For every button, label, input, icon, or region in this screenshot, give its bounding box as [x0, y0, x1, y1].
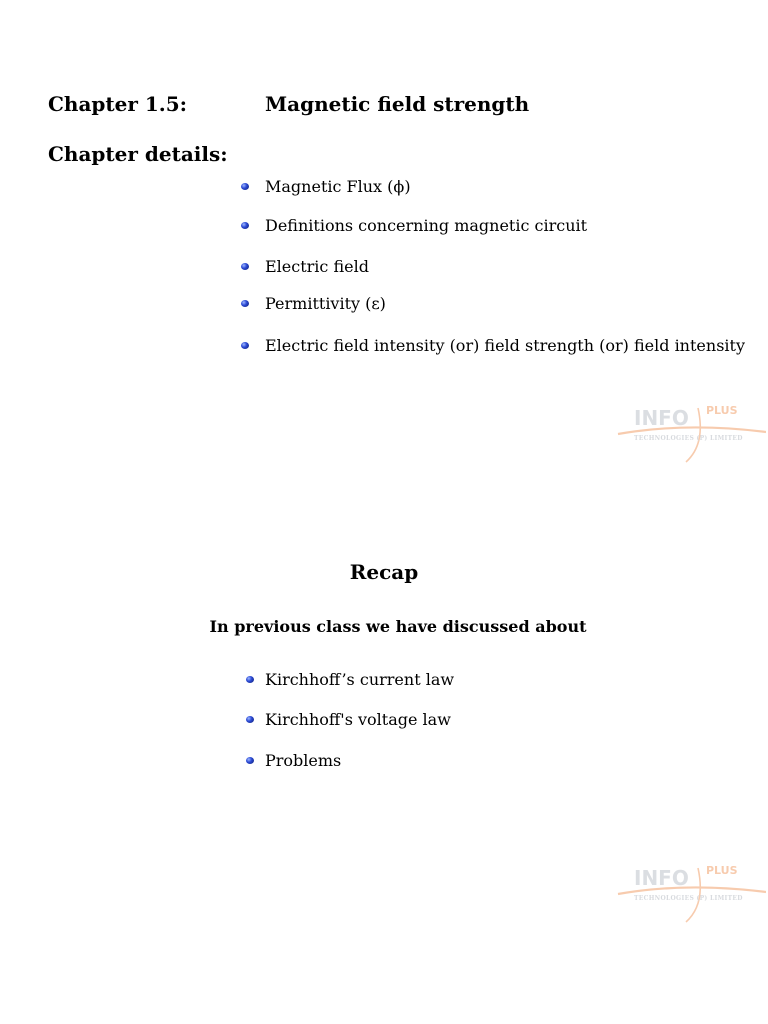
recap-intro: In previous class we have discussed about	[209, 617, 587, 636]
bullet-icon	[246, 716, 254, 723]
watermark-brand: INFO	[634, 866, 689, 890]
bullet-icon	[241, 300, 249, 307]
watermark-subtitle: TECHNOLOGIES (P) LIMITED	[634, 435, 743, 442]
document-page: Chapter 1.5: Magnetic field strength Chapter details: Magnetic Flux (ϕ) Definitions concerning magnetic circuit Electric field Permittivity (ε) Electric field intensity (or) field strength (or) field intensity INFO PLUS TECHNOLOGIES (P) LIMITED Recap In previous class we have discussed about Kirchhoff’s current law Kirchhoff's voltage law Problems INFO PLUS TECHNOLOGIES (P) LIMITED	[0, 0, 768, 1024]
recap-heading: Recap	[349, 560, 419, 584]
chapter-number: Chapter 1.5:	[48, 92, 188, 116]
chapter-details-heading: Chapter details:	[48, 142, 228, 166]
bullet-icon	[241, 263, 249, 270]
info-plus-watermark	[616, 404, 766, 466]
bullet-icon	[241, 222, 249, 229]
watermark-subtitle: TECHNOLOGIES (P) LIMITED	[634, 895, 743, 902]
chapter-title: Magnetic field strength	[265, 92, 530, 116]
watermark-brand: INFO	[634, 406, 689, 430]
bullet-icon	[246, 757, 254, 764]
info-plus-watermark	[616, 864, 766, 926]
watermark-plus: PLUS	[706, 864, 738, 877]
bullet-icon	[241, 342, 249, 349]
watermark-plus: PLUS	[706, 404, 738, 417]
bullet-icon	[246, 676, 254, 683]
bullet-icon	[241, 183, 249, 190]
